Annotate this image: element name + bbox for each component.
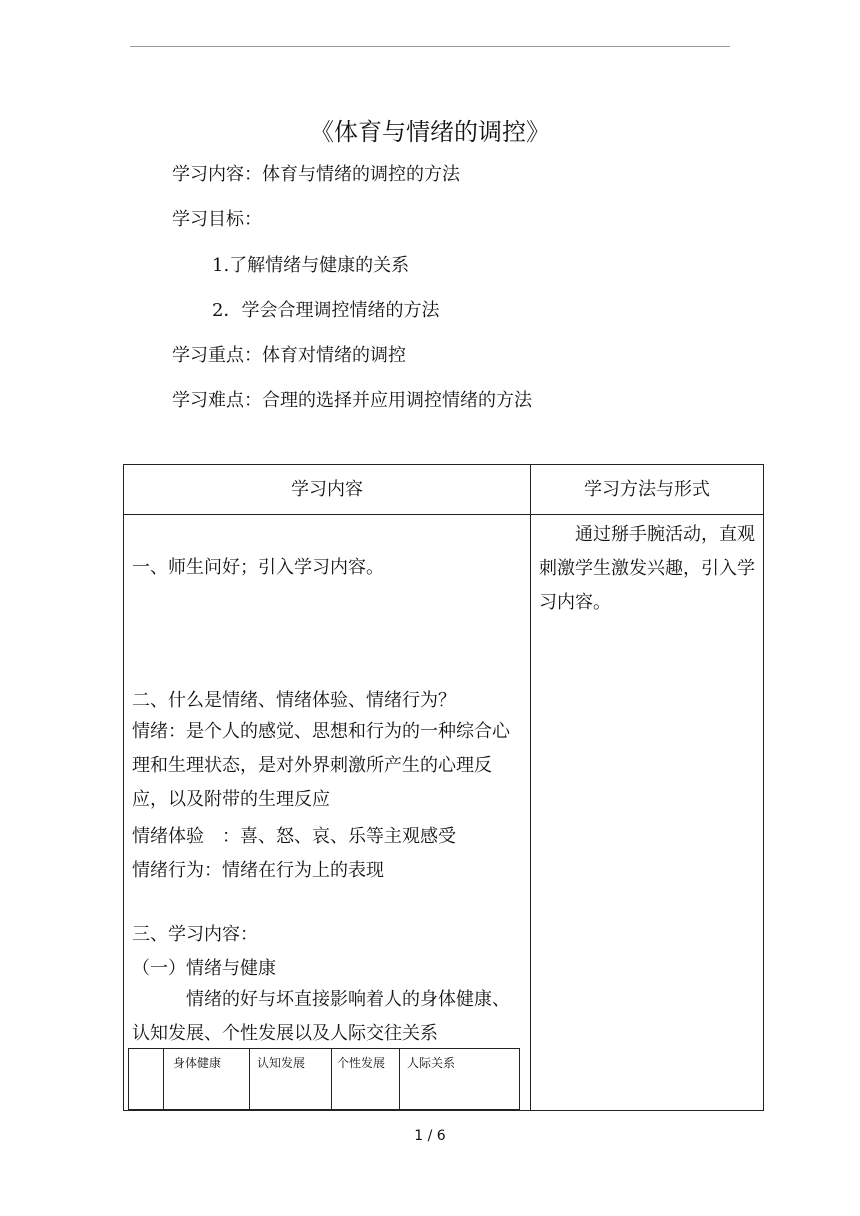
cell-interpersonal-relations: 人际关系 (407, 1056, 456, 1070)
page-number: 1 / 6 (414, 1128, 446, 1144)
header-method-form: 学习方法与形式 (584, 479, 710, 500)
header-rule (130, 46, 730, 47)
header-learning-content: 学习内容 (291, 479, 363, 500)
lesson-table (123, 464, 764, 1111)
health-aspects-table (128, 1048, 520, 1110)
subsection-emotion-health: （一）情绪与健康 (132, 958, 276, 979)
cell-cognitive-development: 认知发展 (257, 1056, 306, 1070)
cell-personality-development: 个性发展 (337, 1056, 386, 1070)
cell-physical-health: 身体健康 (173, 1056, 222, 1070)
section-one: 一、师生问好；引入学习内容。 (132, 557, 384, 578)
document-title: 《体育与情绪的调控》 (310, 118, 550, 146)
key-point-line: 学习重点：体育对情绪的调控 (172, 345, 406, 366)
column-divider (530, 465, 531, 1110)
emotion-behavior: 情绪行为：情绪在行为上的表现 (132, 860, 384, 881)
learning-goals-label: 学习目标： (172, 209, 262, 230)
learning-content-line: 学习内容：体育与情绪的调控的方法 (172, 164, 460, 185)
section-three: 三、学习内容： (132, 924, 258, 945)
emotion-health-paragraph: 情绪的好与坏直接影响着人的身体健康、认知发展、个性发展以及人际交往关系 (132, 989, 510, 1044)
header-divider (124, 514, 763, 515)
method-text: 通过掰手腕活动，直观刺激学生激发兴趣，引入学习内容。 (539, 524, 755, 613)
emotion-definition: 情绪：是个人的感觉、思想和行为的一种综合心理和生理状态，是对外界刺激所产生的心理反应，以及附带的生理反应 (132, 721, 510, 810)
difficulty-line: 学习难点：合理的选择并应用调控情绪的方法 (172, 390, 532, 411)
goal-1: 1.了解情绪与健康的关系 (212, 255, 410, 276)
emotion-experience: 情绪体验 ：喜、怒、哀、乐等主观感受 (132, 826, 456, 847)
goal-2: 2．学会合理调控情绪的方法 (212, 300, 440, 321)
section-two: 二、什么是情绪、情绪体验、情绪行为？ (132, 690, 456, 711)
